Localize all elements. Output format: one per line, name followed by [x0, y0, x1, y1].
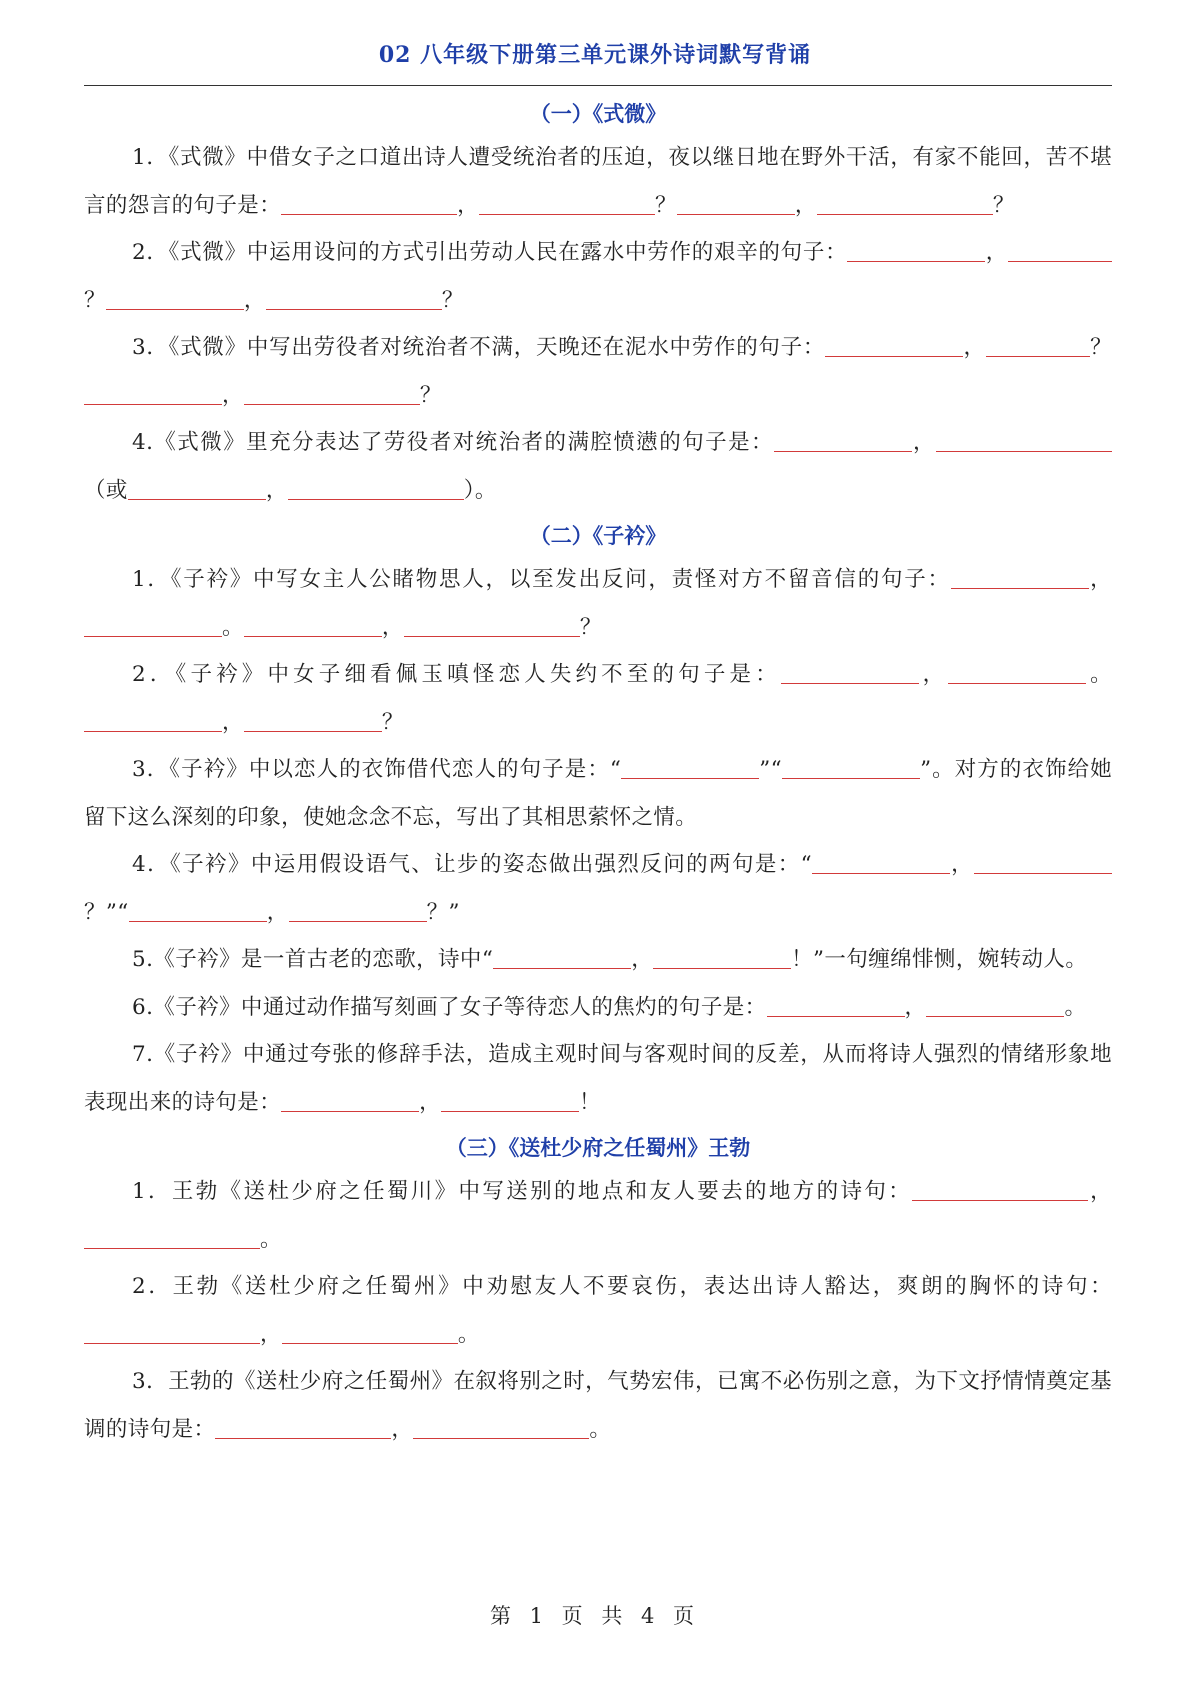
answer-blank[interactable]	[84, 380, 222, 405]
question: 4．《子衿》中运用假设语气、让步的姿态做出强烈反问的两句是：“ ，？”“ ， ？”	[84, 841, 1112, 936]
question: 5.《子衿》是一首古老的恋歌，诗中“ ， ！”一句缠绵悱恻，婉转动人。	[84, 936, 1112, 984]
answer-blank[interactable]	[493, 944, 631, 969]
question: 6.《子衿》中通过动作描写刻画了女子等待恋人的焦灼的句子是： ， 。	[84, 984, 1112, 1032]
question: 1．《式微》中借女子之口道出诗人遭受统治者的压迫，夜以继日地在野外干活，有家不能回，苦不堪言的怨言的句子是： ， ？ ， ？	[84, 145, 1112, 218]
question: 2．王勃《送杜少府之任蜀州》中劝慰友人不要哀伤，表达出诗人豁达，爽朗的胸怀的诗句：， 。	[84, 1263, 1112, 1358]
answer-blank[interactable]	[912, 1176, 1088, 1201]
question: 1．《子衿》中写女主人公睹物思人，以至发出反问，责怪对方不留音信的句子： ，。 ， ？	[84, 556, 1112, 651]
section-title-shiwei: （一）《式微》	[529, 101, 667, 126]
answer-blank[interactable]	[781, 659, 919, 684]
answer-blank[interactable]	[677, 190, 795, 215]
answer-blank[interactable]	[441, 1087, 579, 1112]
answer-blank[interactable]	[106, 285, 244, 310]
answer-blank[interactable]	[948, 659, 1086, 684]
answer-blank[interactable]	[653, 944, 791, 969]
document-title: 02 八年级下册第三单元课外诗词默写背诵	[378, 42, 812, 68]
question: 4.《式微》里充分表达了劳役者对统治者的满腔愤懑的句子是： ，（或 ， ）。	[84, 419, 1112, 514]
section-title-zijin: （二）《子衿》	[529, 523, 667, 548]
answer-blank[interactable]	[936, 427, 1112, 452]
answer-blank[interactable]	[129, 897, 267, 922]
section-title-songdushaofu: （三）《送杜少府之任蜀州》王勃	[445, 1135, 751, 1160]
answer-blank[interactable]	[84, 1319, 260, 1344]
answer-blank[interactable]	[288, 475, 464, 500]
answer-blank[interactable]	[266, 285, 442, 310]
answer-blank[interactable]	[289, 897, 427, 922]
answer-blank[interactable]	[817, 190, 993, 215]
answer-blank[interactable]	[404, 612, 580, 637]
question: 7.《子衿》中通过夸张的修辞手法，造成主观时间与客观时间的反差，从而将诗人强烈的情绪形象地表现出来的诗句是： ， ！	[84, 1042, 1112, 1115]
answer-blank[interactable]	[215, 1414, 391, 1439]
answer-blank[interactable]	[812, 849, 950, 874]
question: 3．王勃的《送杜少府之任蜀州》在叙将别之时，气势宏伟，已寓不必伤别之意，为下文抒情情奠定基调的诗句是： ， 。	[84, 1369, 1112, 1442]
answer-blank[interactable]	[1008, 237, 1112, 262]
question: 2．《式微》中运用设问的方式引出劳动人民在露水中劳作的艰辛的句子： ，？ ， ？	[84, 229, 1112, 324]
answer-blank[interactable]	[281, 190, 457, 215]
document-body	[84, 92, 1112, 1453]
page-footer: 第 1 页 共 4 页	[489, 1604, 701, 1628]
answer-blank[interactable]	[986, 332, 1090, 357]
question: 1．王勃《送杜少府之任蜀川》中写送别的地点和友人要去的地方的诗句： ，。	[84, 1168, 1112, 1263]
answer-blank[interactable]	[84, 707, 222, 732]
answer-blank[interactable]	[244, 707, 382, 732]
answer-blank[interactable]	[825, 332, 963, 357]
answer-blank[interactable]	[926, 992, 1064, 1017]
answer-blank[interactable]	[244, 612, 382, 637]
answer-blank[interactable]	[767, 992, 905, 1017]
question: 2．《子衿》中女子细看佩玉嗔怪恋人失约不至的句子是： ， 。， ？	[84, 651, 1112, 746]
answer-blank[interactable]	[281, 1087, 419, 1112]
question: 3．《子衿》中以恋人的衣饰借代恋人的句子是：“ ”“ ”。对方的衣饰给她留下这么深刻的印象，使她念念不忘，写出了其相思萦怀之情。	[84, 746, 1112, 841]
answer-blank[interactable]	[621, 754, 759, 779]
answer-blank[interactable]	[84, 612, 222, 637]
answer-blank[interactable]	[413, 1414, 589, 1439]
answer-blank[interactable]	[974, 849, 1112, 874]
answer-blank[interactable]	[282, 1319, 458, 1344]
answer-blank[interactable]	[951, 564, 1089, 589]
answer-blank[interactable]	[774, 427, 912, 452]
header-rule	[84, 85, 1112, 86]
answer-blank[interactable]	[244, 380, 420, 405]
question: 3．《式微》中写出劳役者对统治者不满，天晚还在泥水中劳作的句子： ， ？， ？	[84, 324, 1112, 419]
answer-blank[interactable]	[128, 475, 266, 500]
answer-blank[interactable]	[847, 237, 985, 262]
answer-blank[interactable]	[84, 1224, 260, 1249]
answer-blank[interactable]	[479, 190, 655, 215]
answer-blank[interactable]	[782, 754, 920, 779]
